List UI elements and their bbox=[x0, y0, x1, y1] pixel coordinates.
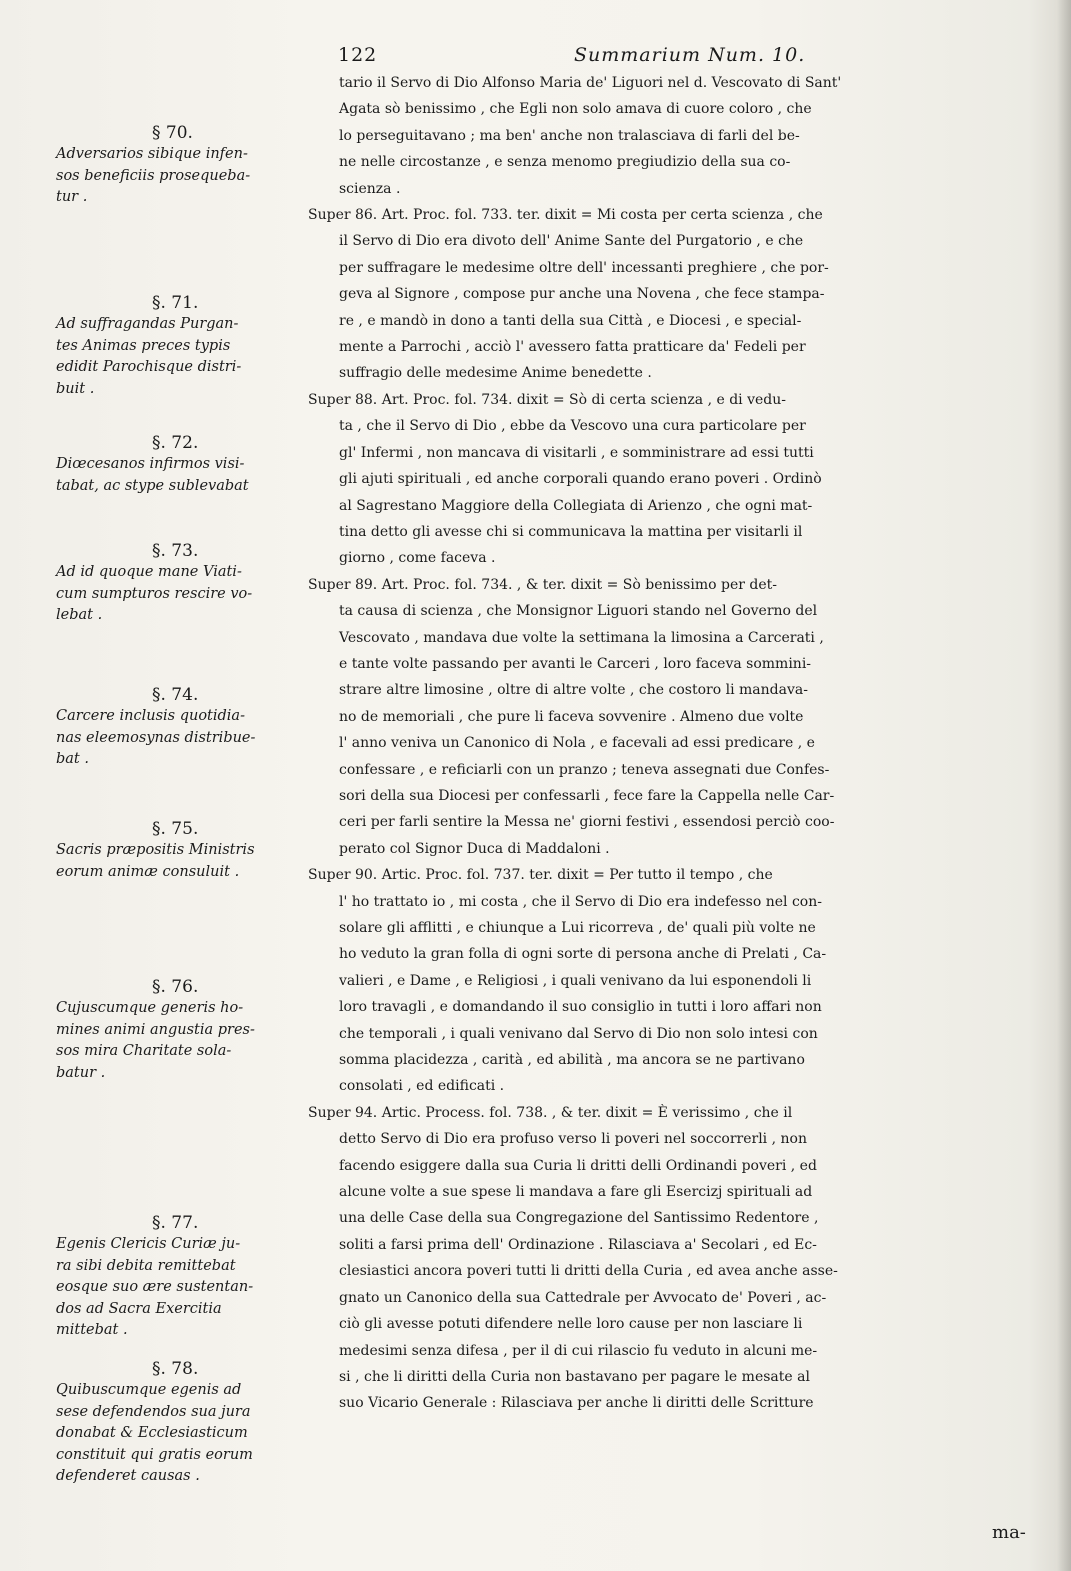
text-line: facendo esiggere dalla sua Curia li dritti delli Ordinandi poveri , ed bbox=[339, 1157, 817, 1174]
margin-note-line: edidit Parochisque distri- bbox=[56, 359, 242, 375]
text-line: il Servo di Dio era divoto dell' Anime Sante del Purgatorio , e che bbox=[339, 233, 804, 250]
text-line: loro travagli , e domandando il suo consiglio in tutti i loro affari non bbox=[339, 999, 822, 1016]
text-line: perato col Signor Duca di Maddaloni . bbox=[339, 840, 610, 857]
margin-note bbox=[56, 976, 296, 1084]
margin-section-number: §. 73. bbox=[152, 541, 199, 561]
text-line: valieri , e Dame , e Religiosi , i quali venivano da lui esponendoli li bbox=[339, 972, 812, 989]
text-line: per suffragare le medesime oltre dell' incessanti preghiere , che por- bbox=[339, 259, 829, 276]
text-line: no de memoriali , che pure li faceva sovvenire . Almeno due volte bbox=[339, 708, 804, 725]
margin-note-line: nas eleemosynas distribue- bbox=[56, 729, 256, 746]
margin-note-line: tabat, ac stype sublevabat bbox=[56, 477, 249, 494]
margin-note-line: buit . bbox=[56, 380, 95, 397]
text-line: che temporali , i quali venivano dal Servo di Dio non solo intesi con bbox=[339, 1025, 818, 1042]
margin-note bbox=[56, 122, 296, 209]
text-line: al Sagrestano Maggiore della Collegiata di Arienzo , che ogni mat- bbox=[339, 497, 813, 514]
text-line: sori della sua Diocesi per confessarli , fece fare la Cappella nelle Car- bbox=[339, 787, 835, 804]
margin-section-number: §. 75. bbox=[152, 819, 199, 839]
margin-note bbox=[56, 1212, 296, 1342]
margin-note-line: sese defendendos sua jura bbox=[56, 1403, 251, 1420]
text-paragraph bbox=[298, 202, 1048, 387]
text-line: suo Vicario Generale : Rilasciava per anche li diritti delle Scritture bbox=[339, 1395, 814, 1412]
margin-note-line: Ad suffragandas Purgan- bbox=[56, 316, 239, 332]
margin-note-line: Egenis Clericis Curiæ ju- bbox=[56, 1236, 241, 1252]
catchword: ma- bbox=[992, 1522, 1026, 1543]
margin-note-line: defenderet causas . bbox=[56, 1468, 200, 1484]
margin-note bbox=[56, 684, 296, 771]
margin-note-line: bat . bbox=[56, 751, 89, 767]
text-paragraph bbox=[298, 387, 1048, 572]
text-line: Super 88. Art. Proc. fol. 734. dixit = Sò di certa scienza , e di vedu- bbox=[308, 391, 787, 408]
text-paragraph bbox=[298, 572, 1048, 862]
text-line: e tante volte passando per avanti le Carceri , loro faceva sommini- bbox=[339, 655, 812, 672]
text-line: Super 90. Artic. Proc. fol. 737. ter. dixit = Per tutto il tempo , che bbox=[308, 867, 773, 884]
text-line: soliti a farsi prima dell' Ordinazione . Rilasciava a' Secolari , ed Ec- bbox=[339, 1236, 817, 1253]
text-line: ciò gli avesse potuti difendere nelle loro cause per non lasciare li bbox=[339, 1316, 803, 1333]
text-line: lo perseguitavano ; ma ben' anche non tralasciava di farli del be- bbox=[339, 127, 800, 144]
margin-section-number: §. 76. bbox=[152, 977, 199, 997]
text-line: geva al Signore , compose pur anche una Novena , che fece stampa- bbox=[339, 286, 825, 303]
margin-note bbox=[56, 1358, 296, 1488]
margin-note bbox=[56, 292, 296, 400]
text-line: tario il Servo di Dio Alfonso Maria de' Liguori nel d. Vescovato di Sant' bbox=[339, 75, 842, 91]
text-line: suffragio delle medesime Anime benedette . bbox=[339, 365, 652, 382]
text-line: gl' Infermi , non mancava di visitarli , e somministrare ad essi tutti bbox=[339, 444, 814, 461]
margin-note-line: Diœcesanos infirmos visi- bbox=[56, 456, 245, 472]
margin-note-line: tes Animas preces typis bbox=[56, 337, 231, 354]
text-line: confessare , e reficiarli con un pranzo ; teneva assegnati due Confes- bbox=[339, 761, 830, 778]
margin-note-line: Carcere inclusis quotidia- bbox=[56, 708, 245, 724]
margin-note-line: cum sumpturos rescire vo- bbox=[56, 585, 253, 602]
margin-note-line: eosque suo ære sustentan- bbox=[56, 1279, 254, 1295]
text-line: medesimi senza difesa , per il di cui rilascio fu veduto in alcuni me- bbox=[339, 1342, 818, 1359]
margin-section-number: § 70. bbox=[152, 123, 193, 143]
margin-note-line: eorum animæ consuluit . bbox=[56, 863, 240, 880]
margin-section-number: §. 72. bbox=[152, 433, 199, 453]
page-edge-shadow bbox=[1057, 0, 1071, 1571]
text-line: tina detto gli avesse chi si communicava la mattina per visitarli il bbox=[339, 523, 803, 540]
margin-note-line: sos mira Charitate sola- bbox=[56, 1043, 232, 1059]
text-paragraph bbox=[298, 70, 1048, 202]
text-line: Agata sò benissimo , che Egli non solo amava di cuore coloro , che bbox=[339, 101, 812, 118]
margin-note-line: mittebat . bbox=[56, 1322, 128, 1338]
text-line: somma placidezza , carità , ed abilità , ma ancora se ne partivano bbox=[339, 1052, 805, 1069]
margin-note-line: batur . bbox=[56, 1064, 106, 1081]
text-line: giorno , come faceva . bbox=[339, 550, 496, 567]
margin-note-line: ra sibi debita remittebat bbox=[56, 1257, 236, 1274]
margin-note-line: mines animi angustia pres- bbox=[56, 1021, 255, 1038]
text-line: Vescovato , mandava due volte la settimana la limosina a Carcerati , bbox=[339, 629, 824, 646]
text-line: ho veduto la gran folla di ogni sorte di persona anche di Prelati , Ca- bbox=[339, 946, 827, 963]
text-line: alcune volte a sue spese li mandava a fare gli Esercizj spirituali ad bbox=[339, 1184, 813, 1201]
text-line: Super 94. Artic. Process. fol. 738. , & ter. dixit = È verissimo , che il bbox=[308, 1104, 793, 1121]
text-line: strare altre limosine , oltre di altre volte , che costoro li mandava- bbox=[339, 682, 808, 699]
margin-note bbox=[56, 818, 296, 883]
margin-note bbox=[56, 432, 296, 497]
text-line: una delle Case della sua Congregazione del Santissimo Redentore , bbox=[339, 1210, 819, 1227]
running-title: Summarium Num. 10. bbox=[574, 44, 806, 66]
text-paragraph bbox=[298, 862, 1048, 1100]
text-paragraph bbox=[298, 1100, 1048, 1417]
text-line: ne nelle circostanze , e senza menomo pregiudizio della sua co- bbox=[339, 154, 791, 171]
margin-note-line: donabat & Ecclesiasticum bbox=[56, 1425, 248, 1441]
margin-section-number: §. 77. bbox=[152, 1213, 199, 1233]
text-line: gnato un Canonico della sua Cattedrale per Avvocato de' Poveri , ac- bbox=[339, 1289, 827, 1306]
text-line: solare gli afflitti , e chiunque a Lui ricorreva , de' quali più volte ne bbox=[339, 920, 816, 936]
text-line: l' anno veniva un Canonico di Nola , e facevali ad essi predicare , e bbox=[339, 735, 815, 752]
margin-note-line: Quibuscumque egenis ad bbox=[56, 1382, 242, 1398]
margin-section-number: §. 74. bbox=[152, 685, 199, 705]
margin-note-line: Ad id quoque mane Viati- bbox=[56, 564, 242, 580]
margin-note-line: tur . bbox=[56, 189, 88, 205]
margin-note-line: lebat . bbox=[56, 607, 103, 623]
text-line: mente a Parrochi , acciò l' avessero fatta pratticare da' Fedeli per bbox=[339, 339, 806, 356]
margin-note-line: constituit qui gratis eorum bbox=[56, 1446, 253, 1463]
text-line: clesiastici ancora poveri tutti li dritti della Curia , ed avea anche asse- bbox=[339, 1263, 838, 1280]
margin-section-number: §. 71. bbox=[152, 293, 199, 313]
text-line: Super 86. Art. Proc. fol. 733. ter. dixit = Mi costa per certa scienza , che bbox=[308, 207, 823, 224]
margin-note bbox=[56, 540, 296, 627]
page-number: 122 bbox=[338, 44, 378, 66]
text-line: si , che li diritti della Curia non bastavano per pagare le mesate al bbox=[339, 1368, 810, 1385]
margin-note-line: Adversarios sibique infen- bbox=[56, 146, 248, 162]
margin-note-line: sos beneficiis prosequeba- bbox=[56, 167, 251, 184]
text-line: detto Servo di Dio era profuso verso li poveri nel soccorrerli , non bbox=[339, 1131, 807, 1148]
margin-note-line: dos ad Sacra Exercitia bbox=[56, 1300, 222, 1317]
text-line: consolati , ed edificati . bbox=[339, 1078, 505, 1095]
margin-note-line: Cujuscumque generis ho- bbox=[56, 1000, 244, 1016]
text-line: ta , che il Servo di Dio , ebbe da Vescovo una cura particolare per bbox=[339, 418, 806, 435]
margin-note-line: Sacris præpositis Ministris bbox=[56, 842, 255, 858]
text-line: ceri per farli sentire la Messa ne' giorni festivi , essendosi perciò coo- bbox=[339, 814, 835, 831]
text-line: scienza . bbox=[339, 180, 401, 197]
margin-section-number: §. 78. bbox=[152, 1359, 199, 1379]
text-line: Super 89. Art. Proc. fol. 734. , & ter. dixit = Sò benissimo per det- bbox=[308, 576, 777, 593]
text-line: re , e mandò in dono a tanti della sua Città , e Diocesi , e special- bbox=[339, 312, 802, 329]
text-line: ta causa di scienza , che Monsignor Liguori stando nel Governo del bbox=[339, 603, 818, 620]
text-line: gli ajuti spirituali , ed anche corporali quando erano poveri . Ordinò bbox=[339, 471, 822, 488]
text-line: l' ho trattato io , mi costa , che il Servo di Dio era indefesso nel con- bbox=[339, 893, 822, 910]
main-text-column bbox=[298, 70, 1048, 1417]
